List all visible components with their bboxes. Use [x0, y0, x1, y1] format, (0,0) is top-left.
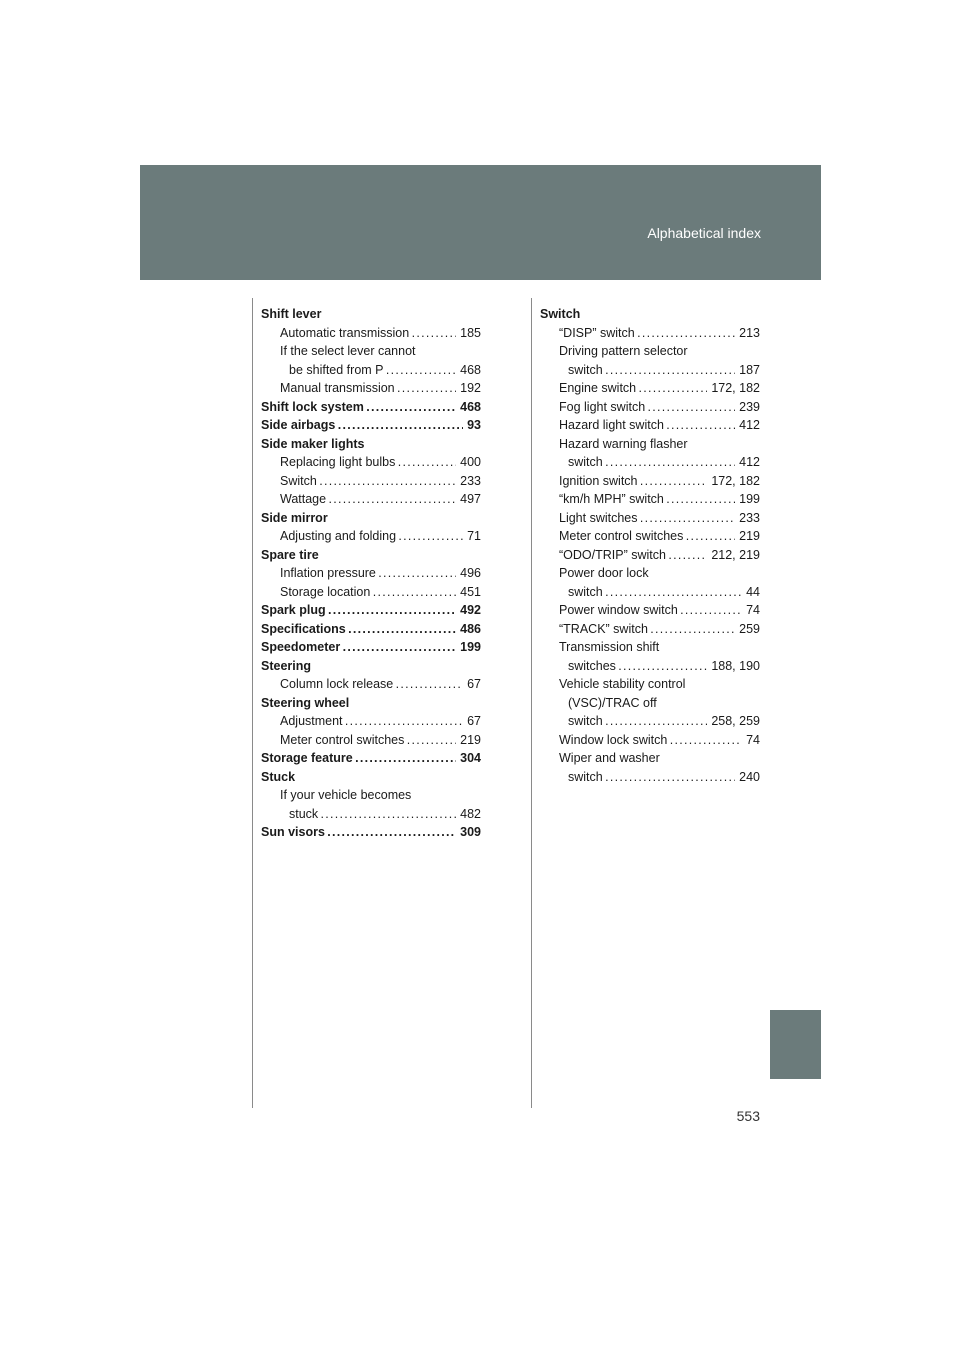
index-heading: [261, 435, 481, 454]
entry-label: Power door lock: [559, 566, 649, 580]
index-entry: [540, 398, 760, 417]
entry-page-ref: 258, 259: [707, 712, 760, 731]
entry-label: Hazard warning flasher: [559, 436, 688, 451]
entry-label: Hazard light switch: [559, 418, 664, 432]
entry-page-ref: 497: [456, 490, 481, 509]
entry-label: Ignition switch: [559, 473, 638, 488]
index-heading: [540, 305, 760, 324]
index-heading: [261, 657, 481, 676]
index-heading: [261, 823, 481, 842]
entry-page-ref: 213: [735, 324, 760, 343]
entry-label: Driving pattern selector: [559, 344, 688, 358]
index-column-left: [261, 305, 481, 842]
entry-label: Side mirror: [261, 510, 328, 525]
entry-label: Meter control switches: [559, 529, 684, 543]
entry-label: (VSC)/TRAC off: [568, 695, 657, 710]
index-entry: [540, 712, 760, 731]
index-heading: [261, 305, 481, 324]
entry-page-ref: 74: [742, 731, 760, 750]
entry-label: Automatic transmission: [280, 325, 410, 340]
entry-label: stuck: [289, 806, 319, 821]
entry-label: Replacing light bulbs: [280, 455, 396, 469]
index-entry: [540, 490, 760, 509]
entry-label: Steering: [261, 658, 312, 673]
entry-page-ref: 309: [456, 823, 481, 842]
index-entry: [261, 712, 481, 731]
entry-page-ref: 304: [456, 749, 481, 768]
entry-page-ref: 219: [735, 527, 760, 546]
entry-label: Vehicle stability control: [559, 677, 686, 691]
entry-label: Meter control switches: [280, 732, 405, 747]
entry-page-ref: 233: [735, 509, 760, 528]
entry-label: Storage feature: [261, 751, 353, 765]
index-heading: [261, 509, 481, 528]
entry-page-ref: 212, 219: [707, 546, 760, 565]
index-entry: [261, 472, 481, 491]
entry-label: Sun visors: [261, 825, 325, 839]
entry-label: Side airbags: [261, 418, 336, 432]
entry-page-ref: 400: [456, 453, 481, 472]
entry-label: switch: [568, 769, 603, 784]
entry-label: Wattage: [280, 492, 327, 506]
index-entry: [261, 527, 481, 546]
index-entry: [261, 675, 481, 694]
entry-label: Shift lock system: [261, 399, 364, 414]
index-entry: [540, 657, 760, 676]
entry-page-ref: 93: [463, 416, 481, 435]
index-entry: [540, 638, 760, 657]
entry-label: Side maker lights: [261, 436, 365, 451]
index-entry: [540, 379, 760, 398]
entry-label: switch: [568, 584, 603, 599]
entry-label: Switch: [280, 473, 317, 488]
entry-page-ref: 67: [463, 712, 481, 731]
entry-label: Fog light switch: [559, 399, 646, 414]
index-entry: [261, 379, 481, 398]
index-heading: [261, 398, 481, 417]
entry-label: Storage location: [280, 584, 371, 599]
index-heading: [261, 416, 481, 435]
index-entry: [261, 731, 481, 750]
entry-page-ref: 259: [735, 620, 760, 639]
entry-label: Speedometer: [261, 640, 341, 654]
index-entry: [540, 694, 760, 713]
index-entry: [540, 675, 760, 694]
entry-page-ref: 199: [735, 490, 760, 509]
index-entry: [540, 768, 760, 787]
entry-page-ref: 185: [456, 324, 481, 343]
entry-page-ref: 44: [742, 583, 760, 602]
index-heading: [261, 601, 481, 620]
left-rule: [252, 298, 253, 1108]
index-entry: [540, 509, 760, 528]
header-bar: [140, 165, 821, 280]
entry-label: Spare tire: [261, 547, 319, 562]
entry-page-ref: 199: [456, 638, 481, 657]
entry-label: Window lock switch: [559, 732, 668, 747]
entry-label: Spark plug: [261, 603, 326, 617]
entry-page-ref: 71: [463, 527, 481, 546]
entry-label: Column lock release: [280, 677, 394, 691]
entry-label: Steering wheel: [261, 695, 350, 710]
index-entry: [540, 324, 760, 343]
entry-page-ref: 468: [456, 398, 481, 417]
entry-label: “TRACK” switch: [559, 621, 648, 636]
entry-label: “DISP” switch: [559, 325, 635, 340]
entry-label: Light switches: [559, 510, 638, 525]
entry-page-ref: 468: [456, 361, 481, 380]
index-entry: [261, 583, 481, 602]
index-entry: [540, 583, 760, 602]
index-entry: [540, 342, 760, 361]
entry-page-ref: 492: [456, 601, 481, 620]
entry-label: Inflation pressure: [280, 566, 376, 580]
entry-label: be shifted from P: [289, 362, 384, 377]
entry-page-ref: 219: [456, 731, 481, 750]
index-heading: [261, 749, 481, 768]
entry-label: “ODO/TRIP” switch: [559, 547, 666, 562]
index-heading: [261, 546, 481, 565]
entry-page-ref: 74: [742, 601, 760, 620]
entry-page-ref: 192: [456, 379, 481, 398]
index-heading: [261, 638, 481, 657]
entry-page-ref: 451: [456, 583, 481, 602]
entry-label: Specifications: [261, 621, 346, 636]
index-entry: [261, 805, 481, 824]
middle-rule: [531, 298, 532, 1108]
index-entry: [540, 620, 760, 639]
entry-label: Adjustment: [280, 714, 343, 728]
entry-page-ref: 67: [463, 675, 481, 694]
index-entry: [261, 490, 481, 509]
entry-label: Shift lever: [261, 307, 322, 321]
index-entry: [540, 731, 760, 750]
entry-label: Wiper and washer: [559, 751, 660, 765]
entry-page-ref: 486: [456, 620, 481, 639]
index-entry: [540, 527, 760, 546]
entry-page-ref: 239: [735, 398, 760, 417]
entry-page-ref: 233: [456, 472, 481, 491]
index-entry: [261, 453, 481, 472]
index-entry: [540, 601, 760, 620]
entry-page-ref: 496: [456, 564, 481, 583]
entry-label: Power window switch: [559, 603, 678, 617]
entry-label: switch: [568, 714, 603, 728]
entry-label: Engine switch: [559, 381, 637, 395]
entry-label: Switch: [540, 307, 581, 321]
page-number: 553: [736, 1108, 760, 1124]
entry-page-ref: 172, 182: [707, 379, 760, 398]
entry-page-ref: 412: [735, 416, 760, 435]
entry-page-ref: 482: [456, 805, 481, 824]
entry-label: switch: [568, 362, 603, 377]
index-entry: [540, 564, 760, 583]
index-column-right: [540, 305, 760, 786]
entry-label: Adjusting and folding: [280, 529, 397, 543]
index-entry: [540, 435, 760, 454]
index-entry: [540, 749, 760, 768]
entry-label: switches: [568, 658, 616, 673]
entry-page-ref: 187: [735, 361, 760, 380]
index-entry: [540, 546, 760, 565]
entry-label: Stuck: [261, 769, 296, 784]
entry-label: Transmission shift: [559, 640, 660, 654]
entry-page-ref: 188, 190: [707, 657, 760, 676]
section-title: Alphabetical index: [647, 225, 761, 241]
entry-label: If the select lever cannot: [280, 344, 416, 358]
entry-page-ref: 240: [735, 768, 760, 787]
index-entry: [540, 453, 760, 472]
index-entry: [261, 342, 481, 361]
index-heading: [261, 768, 481, 787]
index-entry: [540, 472, 760, 491]
index-entry: [261, 361, 481, 380]
entry-label: If your vehicle becomes: [280, 788, 412, 802]
entry-label: “km/h MPH” switch: [559, 492, 664, 506]
index-entry: [261, 786, 481, 805]
index-heading: [261, 620, 481, 639]
entry-label: switch: [568, 455, 603, 469]
index-heading: [261, 694, 481, 713]
entry-page-ref: 412: [735, 453, 760, 472]
entry-page-ref: 172, 182: [707, 472, 760, 491]
index-entry: [540, 416, 760, 435]
section-tab: [770, 1010, 821, 1079]
index-entry: [261, 564, 481, 583]
entry-label: Manual transmission: [280, 381, 395, 395]
index-entry: [540, 361, 760, 380]
index-entry: [261, 324, 481, 343]
